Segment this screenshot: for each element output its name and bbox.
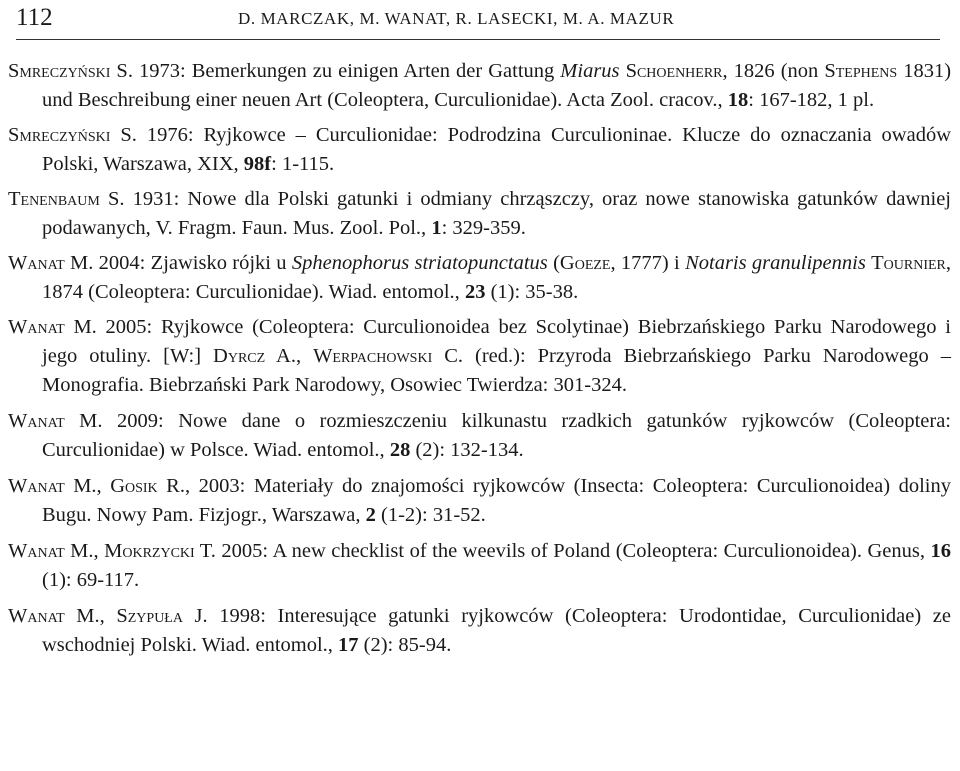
volume-number: 17 [338, 634, 359, 656]
reference-author: Wanat M. [8, 475, 97, 497]
volume-number: 18 [727, 89, 749, 111]
reference-author: Wanat M. [8, 252, 94, 274]
editor-name: Werpachowski C. [313, 345, 464, 367]
reference-item: Smreczyński S. 1976: Ryjkowce – Curculionidae: Podrodzina Curculioninae. Klucze do oznaczania owadów Polski, Warszawa, XIX, 98f: 1-115. [8, 124, 951, 175]
coauthor-name: Gosik R. [110, 475, 185, 497]
volume-number: 2 [365, 504, 376, 526]
reference-author: Wanat M. [8, 540, 94, 562]
taxon-name: Notaris granulipennis [685, 252, 866, 274]
header-rule [16, 39, 940, 40]
reference-item: Wanat M., Szypuła J. 1998: Interesujące gatunki ryjkowców (Coleoptera: Urodontidae, Curculionidae) ze wschodniej Polski. Wiad. entomol., 17 (2): 85-94. [8, 605, 951, 656]
reference-item: Wanat M. 2005: Ryjkowce (Coleoptera: Curculionoidea bez Scolytinae) Biebrzańskiego Parku Narodowego i jego otuliny. [W:] Dyrcz A., Werpachowski C. (red.): Przyroda Biebrzańskiego Parku Narodowego – Monografia. Biebrzański Park Narodowy, Osowiec Twierdza: 301-324. [8, 316, 951, 396]
taxon-name: Sphenophorus striatopunctatus [291, 252, 548, 274]
taxon-author: Schoenherr [625, 60, 723, 82]
reference-item: Smreczyński S. 1973: Bemerkungen zu einigen Arten der Gattung Miarus Schoenherr, 1826 (non Stephens 1831) und Beschreibung einer neuen Art (Coleoptera, Curculionidae). Acta Zool. cracov., 18: 167-182, 1 pl. [8, 60, 952, 111]
reference-item: Wanat M., Mokrzycki T. 2005: A new checklist of the weevils of Poland (Coleoptera: Curculionoidea). Genus, 16 (1): 69-117. [8, 540, 951, 591]
volume-number: 23 [464, 281, 486, 303]
volume-number: 28 [389, 439, 411, 461]
page-number: 112 [16, 4, 53, 31]
reference-item: Wanat M. 2004: Zjawisko rójki u Sphenophorus striatopunctatus (Goeze, 1777) i Notaris granulipennis Tournier, 1874 (Coleoptera: Curculionidae). Wiad. entomol., 23 (1): 35-38. [8, 252, 951, 303]
reference-author: Smreczyński S. [8, 124, 137, 146]
reference-author: Wanat M. [8, 605, 100, 627]
reference-author: Smreczyński S. [8, 60, 133, 82]
running-head-authors: D. MARCZAK, M. WANAT, R. LASECKI, M. A. MAZUR [238, 9, 675, 28]
reference-author: Tenenbaum S. [8, 188, 125, 210]
reference-item: Wanat M., Gosik R., 2003: Materiały do znajomości ryjkowców (Insecta: Coleoptera: Curculionoidea) doliny Bugu. Nowy Pam. Fizjogr., Warszawa, 2 (1-2): 31-52. [8, 475, 951, 526]
taxon-author: Stephens [824, 60, 898, 82]
editor-name: Dyrcz A. [213, 345, 296, 367]
reference-author: Wanat M. [8, 410, 103, 432]
coauthor-name: Szypuła J. [116, 605, 208, 627]
volume-number: 1 [431, 217, 442, 239]
taxon-name: Miarus [560, 60, 620, 82]
page-header [8, 0, 950, 40]
taxon-author: Tournier [871, 252, 946, 274]
reference-item: Tenenbaum S. 1931: Nowe dla Polski gatunki i odmiany chrząszczy, oraz nowe stanowiska gatunków dawniej podawanych, V. Fragm. Faun. Mus. Zool. Pol., 1: 329-359. [8, 188, 951, 239]
reference-list [8, 57, 951, 667]
reference-author: Wanat M. [8, 316, 97, 338]
volume-number: 16 [930, 540, 951, 562]
volume-number: 98f [243, 153, 272, 175]
taxon-author: Goeze [559, 252, 611, 274]
reference-item: Wanat M. 2009: Nowe dane o rozmieszczeniu kilkunastu rzadkich gatunków ryjkowców (Coleoptera: Curculionidae) w Polsce. Wiad. entomol., 28 (2): 132-134. [8, 410, 951, 461]
coauthor-name: Mokrzycki T. [104, 540, 216, 562]
